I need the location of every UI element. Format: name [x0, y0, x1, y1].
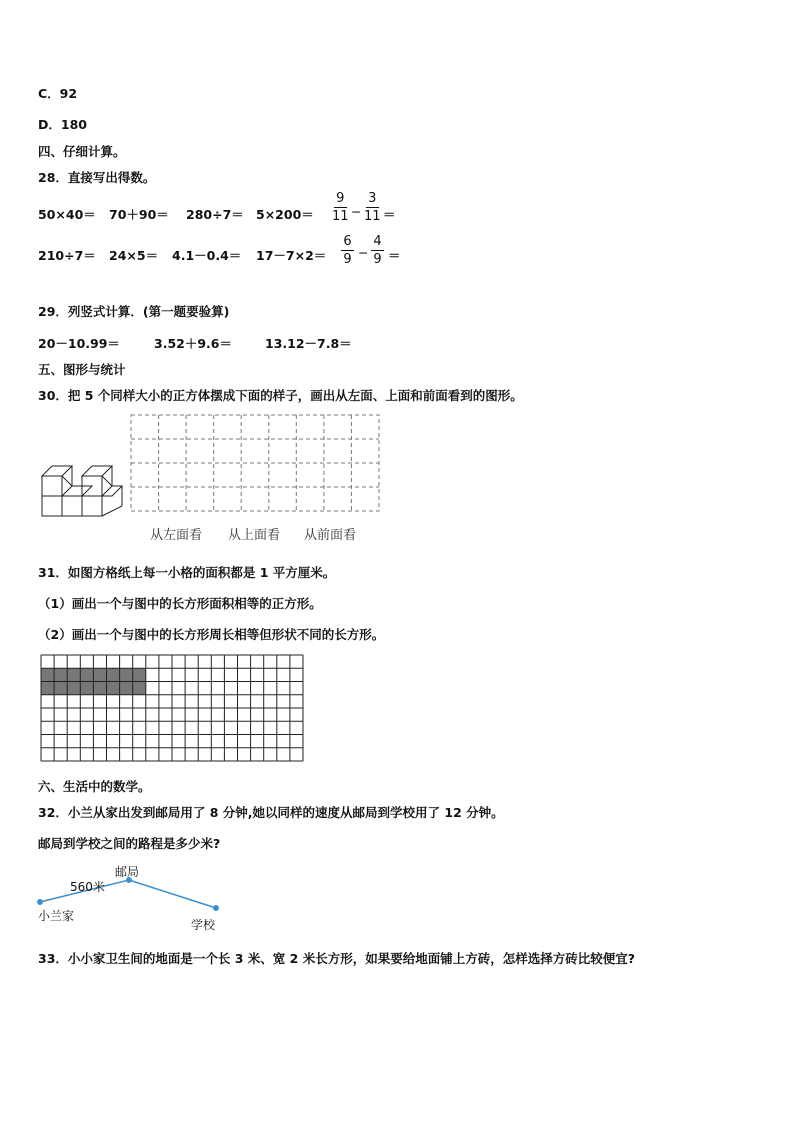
- square-grid-paper[interactable]: [40, 654, 304, 762]
- q31-sub2: （2）画出一个与图中的长方形周长相等但形状不同的长方形。: [38, 627, 385, 642]
- q31-label: 31．如图方格纸上每一小格的面积都是 1 平方厘米。: [38, 565, 336, 580]
- q29-item: 3.52＋9.6＝: [154, 336, 232, 351]
- option-d: D．180: [38, 117, 87, 132]
- q28-r2-item: 4.1－0.4＝: [172, 248, 242, 263]
- caption-front-view: 从前面看: [304, 528, 357, 543]
- q31-sub1: （1）画出一个与图中的长方形面积相等的正方形。: [38, 596, 322, 611]
- q33-label: 33．小小家卫生间的地面是一个长 3 米、宽 2 米长方形，如果要给地面铺上方砖，怎样选择方砖比较便宜?: [38, 951, 635, 966]
- fraction-denominator: 11: [332, 209, 349, 224]
- fraction-numerator: 4: [373, 234, 382, 249]
- cube-stack-figure: [40, 460, 126, 518]
- fraction-denominator: 11: [364, 209, 381, 224]
- minus-sign: −: [351, 204, 362, 219]
- label-school: 学校: [191, 918, 216, 932]
- q29-item: 13.12－7.8＝: [265, 336, 352, 351]
- option-c: C．92: [38, 86, 78, 101]
- fraction-denominator: 9: [373, 252, 382, 267]
- label-distance: 560米: [70, 880, 105, 894]
- fraction-numerator: 3: [368, 191, 377, 206]
- fraction-denominator: 9: [343, 252, 352, 267]
- label-post-office: 邮局: [115, 865, 140, 879]
- label-home: 小兰家: [38, 909, 75, 923]
- equals-sign: ＝: [388, 248, 401, 263]
- equals-sign: ＝: [383, 207, 396, 222]
- fraction: [371, 233, 384, 268]
- fraction: [332, 190, 349, 225]
- dashed-drawing-grid[interactable]: [130, 414, 382, 514]
- section4-title: 四、仔细计算。: [38, 144, 126, 159]
- fraction-numerator: 6: [343, 234, 352, 249]
- section5-title: 五、图形与统计: [38, 362, 126, 377]
- q32-question: 邮局到学校之间的路程是多少米?: [38, 836, 221, 851]
- q28-r2-item: 24×5＝: [109, 248, 159, 263]
- caption-top-view: 从上面看: [228, 528, 281, 543]
- caption-left-view: 从左面看: [150, 528, 203, 543]
- q30-label: 30．把 5 个同样大小的正方体摆成下面的样子，画出从左面、上面和前面看到的图形。: [38, 388, 523, 403]
- q28-r1-item: 280÷7＝: [186, 207, 244, 222]
- fraction: [364, 190, 381, 225]
- q29-item: 20－10.99＝: [38, 336, 120, 351]
- fraction: [341, 233, 354, 268]
- q28-r1-item: 50×40＝: [38, 207, 96, 222]
- q28-r2-item: 17－7×2＝: [256, 248, 327, 263]
- fraction-numerator: 9: [336, 191, 345, 206]
- q28-r1-item: 5×200＝: [256, 207, 314, 222]
- q28-r1-item: 70＋90＝: [109, 207, 169, 222]
- q28-label: 28．直接写出得数。: [38, 170, 156, 185]
- q29-label: 29．列竖式计算．(第一题要验算): [38, 304, 230, 319]
- q28-r2-item: 210÷7＝: [38, 248, 96, 263]
- q32-label: 32．小兰从家出发到邮局用了 8 分钟,她以同样的速度从邮局到学校用了 12 分钟。: [38, 805, 504, 820]
- minus-sign: −: [358, 245, 369, 260]
- section6-title: 六、生活中的数学。: [38, 779, 151, 794]
